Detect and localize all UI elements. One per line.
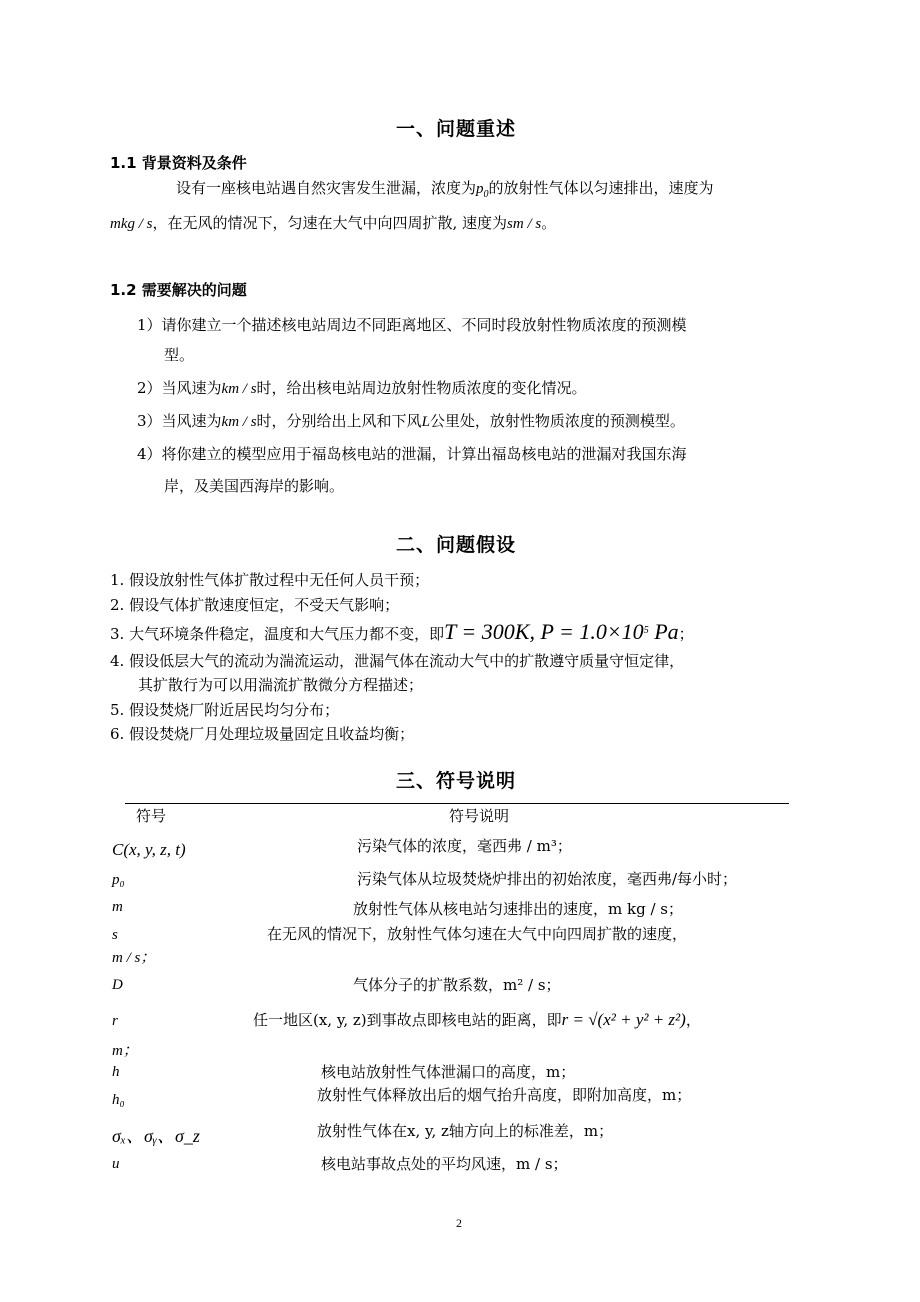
problem-3: 3）当风速为km / s时，分别给出上风和下风L公里处，放射性物质浓度的预测模型。	[137, 412, 685, 430]
assumption-2: 2. 假设气体扩散速度恒定，不受天气影响；	[110, 596, 400, 614]
desc-u: 核电站事故点处的平均风速，m / s；	[321, 1155, 568, 1173]
desc-C: 污染气体的浓度，毫西弗 / m³；	[357, 837, 572, 855]
section-title-restatement: 一、问题重述	[396, 118, 517, 140]
assumption-4-line-1: 4. 假设低层大气的流动为湍流运动，泄漏气体在流动大气中的扩散遵守质量守恒定律，	[110, 652, 685, 670]
section-title-symbols: 三、符号说明	[396, 770, 517, 792]
desc-s: 在无风的情况下，放射性气体匀速在大气中向四周扩散的速度，	[267, 925, 688, 943]
assumption-3: 3. 大气环境条件稳定，温度和大气压力都不变，即T = 300K, $P = 1.0\times 10^5$ Pa；	[110, 619, 694, 644]
table-header-symbol: 符号	[136, 807, 167, 825]
desc-p0: 污染气体从垃圾焚烧炉排出的初始浓度，毫西弗/每小时；	[357, 870, 738, 888]
table-header-description: 符号说明	[449, 807, 510, 825]
symbol-C: C(x, y, z, t)	[112, 840, 186, 859]
assumption-1: 1. 假设放射性气体扩散过程中无任何人员干预；	[110, 571, 430, 589]
desc-sigma: 放射性气体在x, y, z轴方向上的标准差，m；	[317, 1122, 614, 1140]
problem-4-line-2: 岸，及美国西海岸的影响。	[164, 477, 345, 495]
symbol-sigma: σₓ、σᵧ、σ_z	[112, 1126, 200, 1146]
page-number: 2	[456, 1216, 462, 1230]
desc-D: 气体分子的扩散系数，m² / s；	[353, 976, 561, 994]
desc-r: 任一地区(x, y, z)到事故点即核电站的距离，即r = √(x² + y² + z²)，	[253, 1010, 701, 1029]
desc-r-unit: m；	[112, 1043, 138, 1059]
symbol-m: m	[112, 899, 123, 915]
assumption-4-line-2: 其扩散行为可以用湍流扩散微分方程描述；	[138, 676, 424, 694]
problem-4-line-1: 4）将你建立的模型应用于福岛核电站的泄漏，计算出福岛核电站的泄漏对我国东海	[137, 445, 687, 463]
assumption-5: 5. 假设焚烧厂附近居民均匀分布；	[110, 701, 340, 719]
problem-2: 2）当风速为km / s时，给出核电站周边放射性物质浓度的变化情况。	[137, 379, 587, 397]
problem-1-line-1: 1）请你建立一个描述核电站周边不同距离地区、不同时段放射性物质浓度的预测模	[137, 316, 687, 334]
subsection-title-background: 1.1 背景资料及条件	[110, 154, 247, 172]
problem-1-line-2: 型。	[164, 346, 195, 364]
background-line-1: 设有一座核电站遇自然灾害发生泄漏，浓度为$p_0$的放射性气体以匀速排出，速度为	[176, 179, 714, 200]
desc-s-unit: m / s；	[112, 950, 156, 966]
symbol-h0: h₀	[112, 1092, 125, 1108]
assumption-6: 6. 假设焚烧厂月处理垃圾量固定且收益均衡；	[110, 725, 415, 743]
symbol-u: u	[112, 1156, 120, 1172]
desc-h0: 放射性气体释放出后的烟气抬升高度，即附加高度，m；	[317, 1086, 692, 1104]
symbol-p0: p₀	[112, 872, 125, 888]
section-title-assumptions: 二、问题假设	[396, 534, 517, 556]
subsection-title-problems: 1.2 需要解决的问题	[110, 281, 247, 299]
symbol-r: r	[112, 1013, 118, 1029]
table-top-rule	[125, 803, 789, 804]
background-line-2: mkg / s，在无风的情况下，匀速在大气中向四周扩散, 速度为sm / s。	[110, 214, 557, 232]
symbol-s: s	[112, 927, 118, 943]
symbol-h: h	[112, 1064, 120, 1080]
desc-h: 核电站放射性气体泄漏口的高度，m；	[321, 1063, 576, 1081]
desc-m: 放射性气体从核电站匀速排出的速度，m kg / s；	[353, 900, 683, 918]
symbol-D: D	[112, 977, 123, 993]
